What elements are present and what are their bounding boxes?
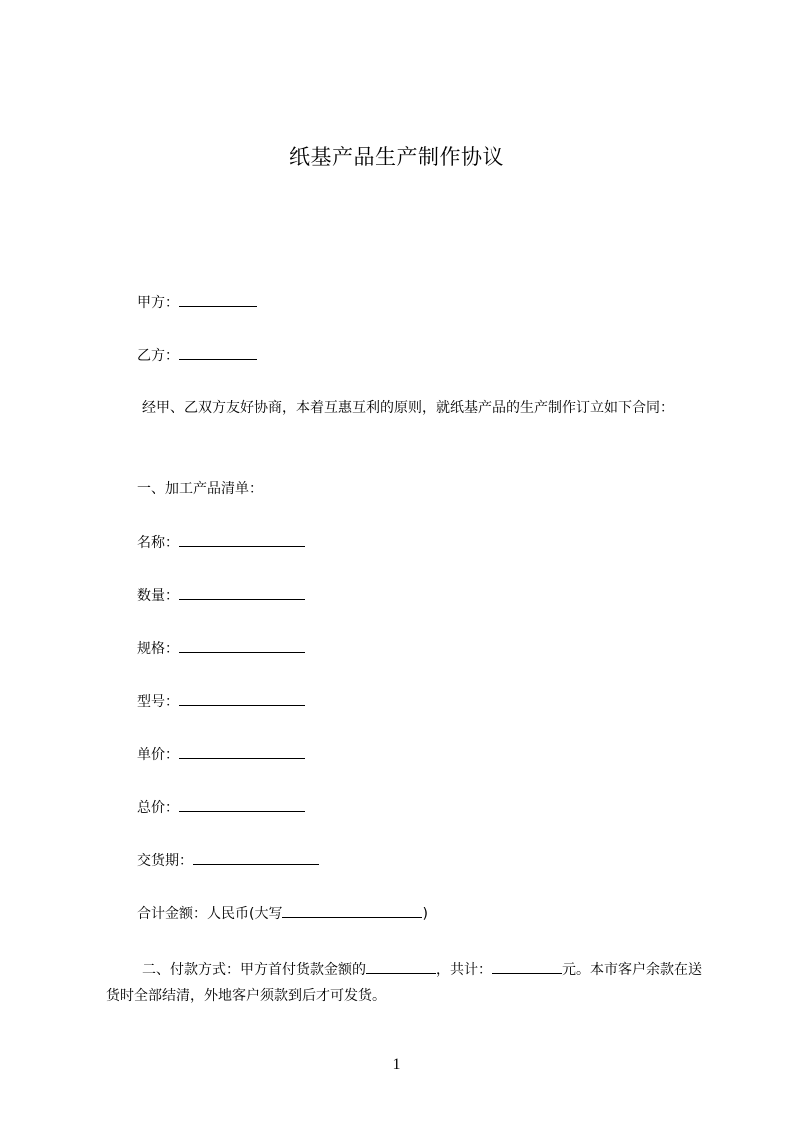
- field-label: 名称：: [137, 535, 179, 551]
- field-label: 交货期：: [137, 853, 193, 869]
- field-unit-price-line: [137, 744, 305, 765]
- field-total-price-line: [137, 797, 305, 818]
- field-label: 总价：: [137, 800, 179, 816]
- field-label: 数量：: [137, 588, 179, 604]
- party-b-blank: [179, 345, 257, 360]
- field-blank: [179, 797, 305, 812]
- payment-ratio-blank: [366, 959, 436, 974]
- page-number: 1: [392, 1056, 401, 1073]
- field-blank: [179, 744, 305, 759]
- party-a-label: 甲方：: [137, 295, 179, 311]
- field-delivery-line: [137, 850, 319, 871]
- total-amount-blank: [282, 903, 422, 918]
- field-blank: [193, 850, 319, 865]
- document-title: 纸基产品生产制作协议: [289, 145, 504, 169]
- field-label: 单价：: [137, 747, 179, 763]
- party-a-blank: [179, 292, 257, 307]
- section2-paragraph: [106, 957, 704, 1009]
- party-b-line: [137, 345, 257, 366]
- section1-heading: 一、加工产品清单：: [137, 481, 263, 497]
- field-blank: [179, 691, 305, 706]
- total-amount-line: [137, 903, 428, 924]
- intro-paragraph: [106, 395, 704, 421]
- field-label: 规格：: [137, 641, 179, 657]
- section2-part2: ，共计：: [436, 962, 492, 978]
- total-amount-suffix: ): [422, 906, 428, 922]
- field-blank: [179, 585, 305, 600]
- field-blank: [179, 532, 305, 547]
- party-a-line: [137, 292, 257, 313]
- field-model-line: [137, 691, 305, 712]
- field-blank: [179, 638, 305, 653]
- field-quantity-line: [137, 585, 305, 606]
- payment-amount-blank: [492, 959, 562, 974]
- field-name-line: [137, 532, 305, 553]
- section2-part1: 二、付款方式：甲方首付货款金额的: [142, 962, 366, 978]
- total-amount-prefix: 合计金额：人民币(大写: [137, 906, 283, 922]
- intro-text: 经甲、乙双方友好协商，本着互惠互利的原则，就纸基产品的生产制作订立如下合同：: [142, 400, 674, 416]
- section2-part3: 元。本市客户余款在送货时全部结清，外地客户须款到后才可发货。: [106, 962, 702, 1004]
- party-b-label: 乙方：: [137, 348, 179, 364]
- field-label: 型号：: [137, 694, 179, 710]
- field-spec-line: [137, 638, 305, 659]
